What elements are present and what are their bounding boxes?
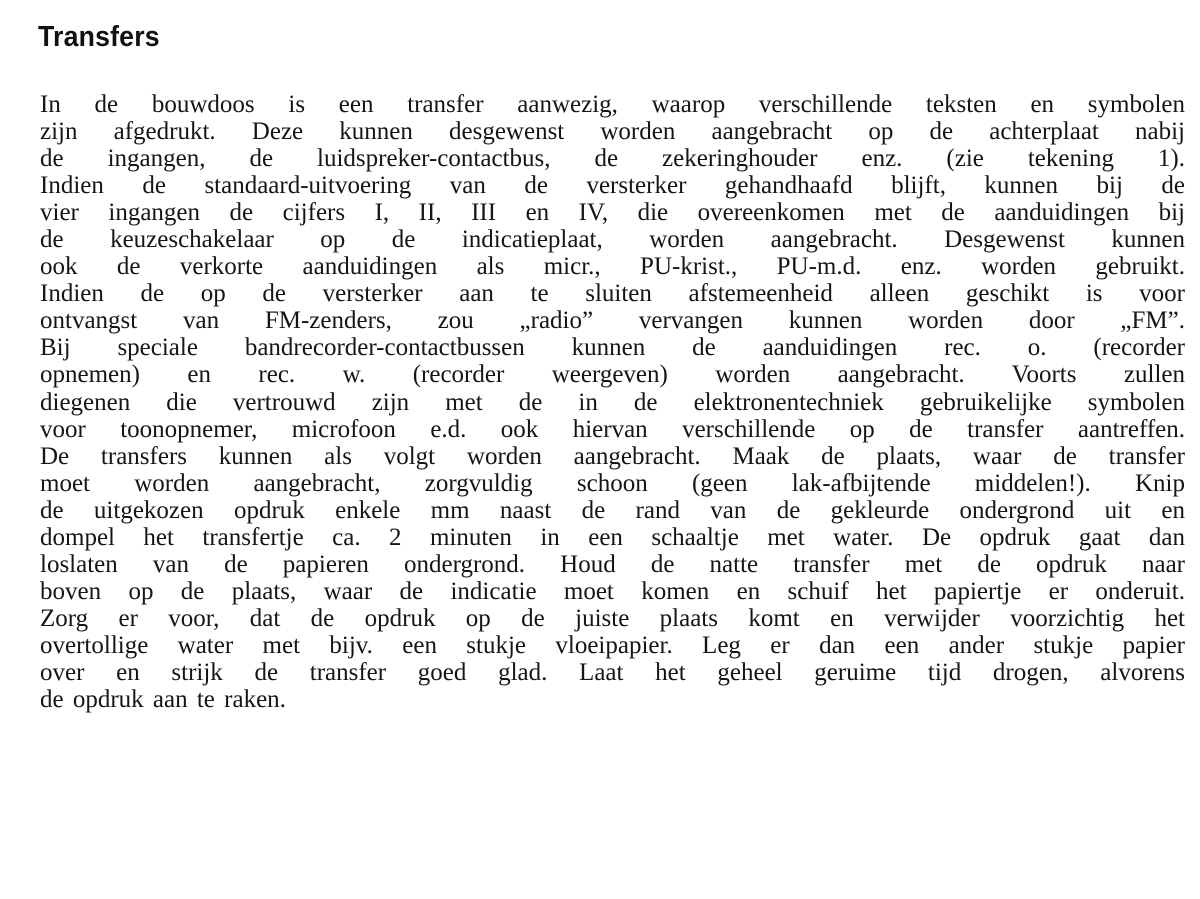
paragraph-line: de keuzeschakelaar op de indicatieplaat, worden aangebracht. Desgewenst kunnen (40, 226, 1185, 254)
paragraph-line: In de bouwdoos is een transfer aanwezig, waarop verschillende teksten en symbolen (40, 91, 1185, 118)
paragraph-line: boven op de plaats, waar de indicatie moet komen en schuif het papiertje er onderuit. (40, 577, 1185, 605)
paragraph-line: dompel het transfertje ca. 2 minuten in een schaaltje met water. De opdruk gaat dan (40, 523, 1185, 551)
paragraph-line: ook de verkorte aanduidingen als micr., PU-krist., PU-m.d. enz. worden gebruikt. (40, 253, 1185, 281)
paragraph-line: de ingangen, de luidspreker-contactbus, de zekeringhouder enz. (zie tekening 1). (40, 145, 1185, 173)
paragraph-line: Zorg er voor, dat de opdruk op de juiste plaats komt en verwijder voorzichtig het (40, 604, 1185, 632)
paragraph-line: moet worden aangebracht, zorgvuldig schoon (geen lak-afbijtende middelen!). Knip (40, 469, 1185, 497)
paragraph-line: over en strijk de transfer goed glad. Laat het geheel geruime tijd drogen, alvorens (40, 658, 1185, 686)
paragraph-line: Indien de standaard-uitvoering van de versterker gehandhaafd blijft, kunnen bij de (40, 172, 1185, 200)
paragraph-line: Bij speciale bandrecorder-contactbussen kunnen de aanduidingen rec. o. (recorder (40, 334, 1185, 362)
paragraph-line: voor toonopnemer, microfoon e.d. ook hiervan verschillende op de transfer aantreffen. (40, 415, 1185, 443)
paragraph-line: loslaten van de papieren ondergrond. Houd de natte transfer met de opdruk naar (40, 550, 1185, 578)
paragraph-line: vier ingangen de cijfers I, II, III en IV, die overeenkomen met de aanduidingen bij (40, 199, 1185, 227)
paragraph-line: zijn afgedrukt. Deze kunnen desgewenst worden aangebracht op de achterplaat nabij (40, 118, 1185, 146)
paragraph-line: ontvangst van FM-zenders, zou „radio” vervangen kunnen worden door „FM”. (40, 307, 1185, 335)
paragraph-line: De transfers kunnen als volgt worden aangebracht. Maak de plaats, waar de transfer (40, 442, 1185, 470)
paragraph-line: diegenen die vertrouwd zijn met de in de elektronentechniek gebruikelijke symbolen (40, 388, 1185, 416)
body-paragraph (40, 91, 1185, 713)
paragraph-line: de uitgekozen opdruk enkele mm naast de rand van de gekleurde ondergrond uit en (40, 496, 1185, 524)
paragraph-line: overtollige water met bijv. een stukje vloeipapier. Leg er dan een ander stukje papier (40, 631, 1185, 659)
paragraph-line: de opdruk aan te raken. (40, 686, 286, 714)
section-title: Transfers (38, 21, 160, 53)
paragraph-line: Indien de op de versterker aan te sluiten afstemeenheid alleen geschikt is voor (40, 280, 1185, 308)
paragraph-line: opnemen) en rec. w. (recorder weergeven) worden aangebracht. Voorts zullen (40, 361, 1185, 389)
